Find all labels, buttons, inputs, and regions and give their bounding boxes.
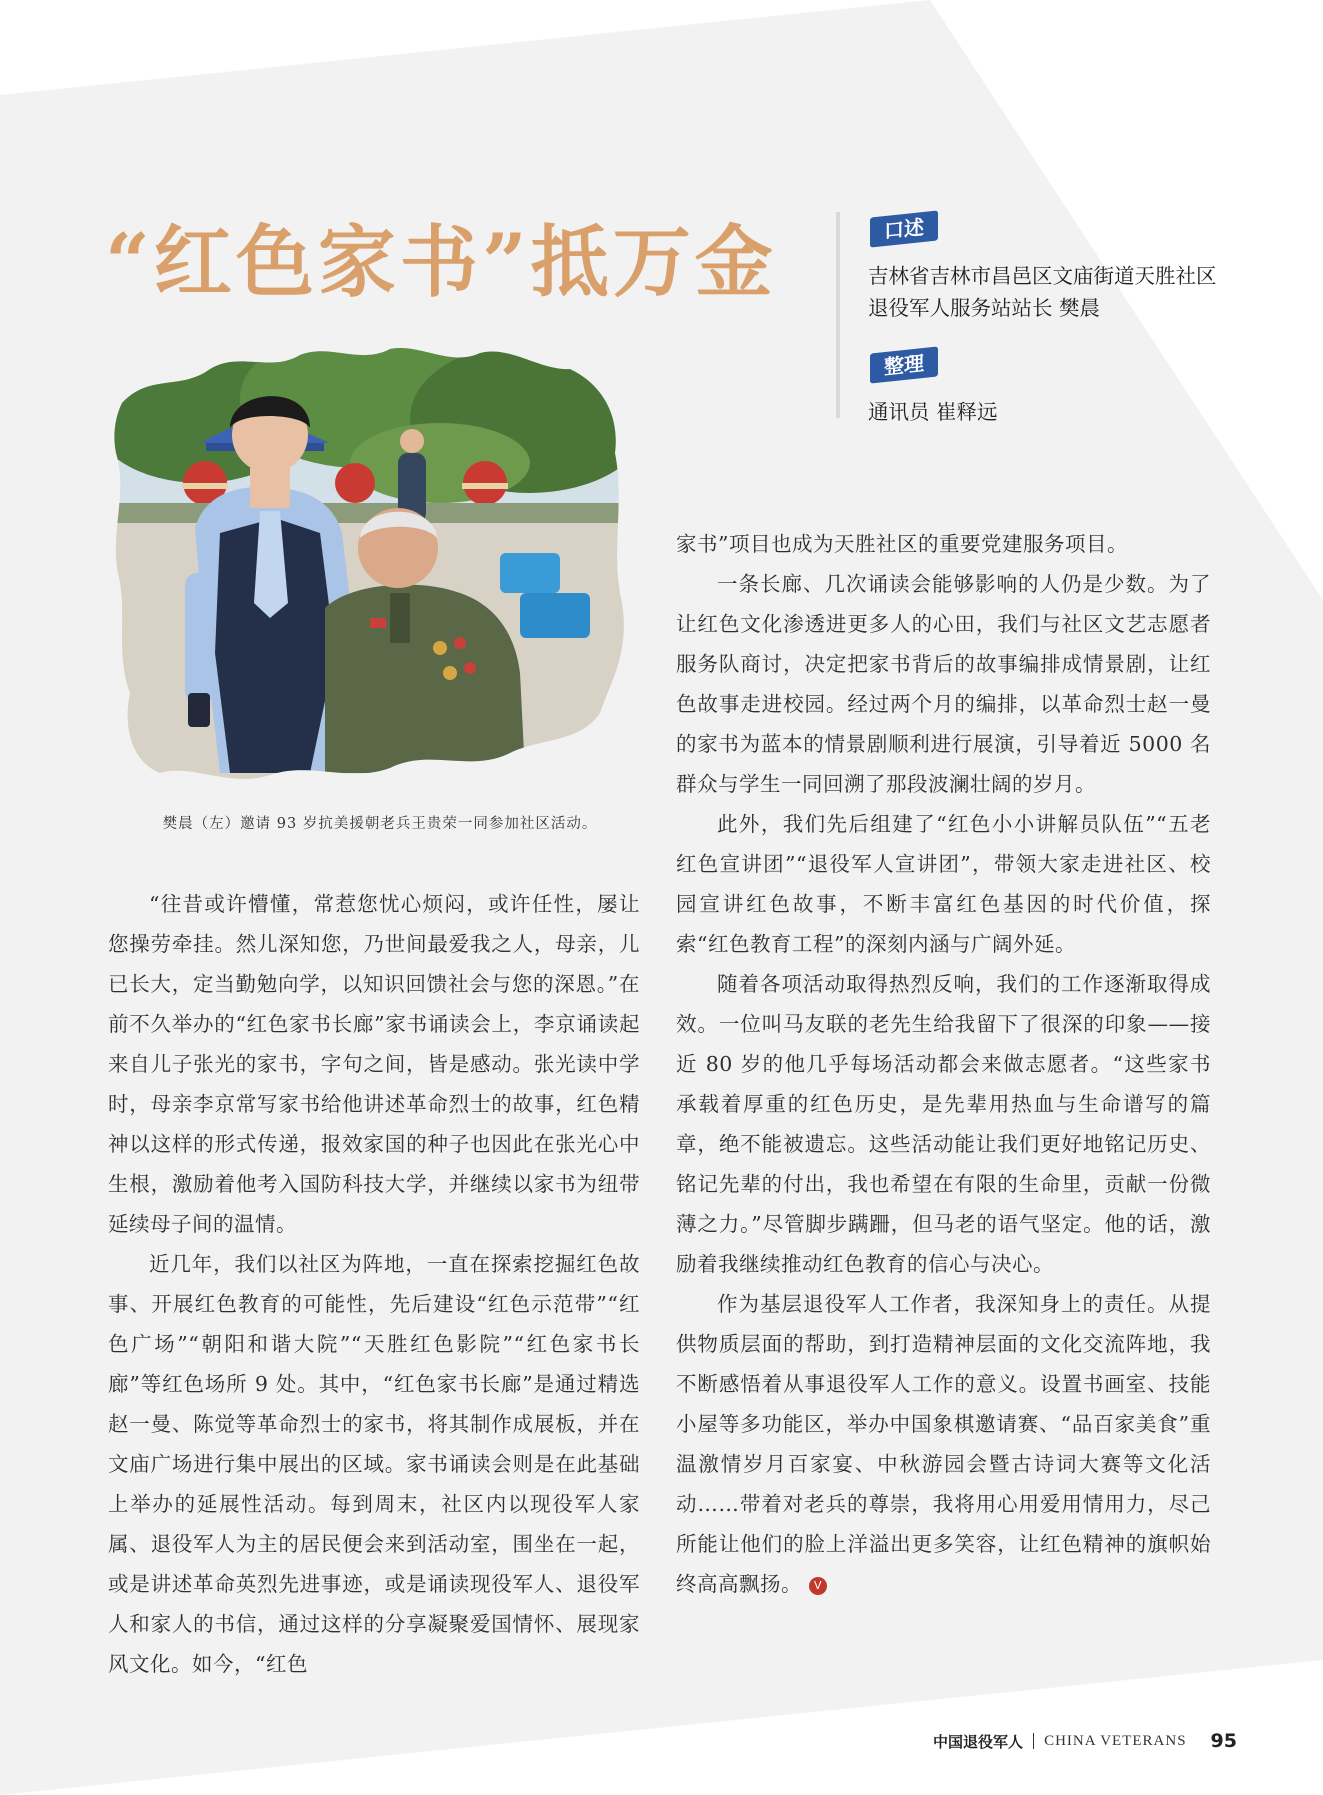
footer-divider: [1033, 1733, 1034, 1749]
end-mark-icon: V: [809, 1577, 827, 1595]
page-number: 95: [1210, 1730, 1237, 1752]
paragraph: 一条长廊、几次诵读会能够影响的人仍是少数。为了让红色文化渗透进更多人的心田，我们与社区文艺志愿者服务队商讨，决定把家书背后的故事编排成情景剧，让红色故事走进校园。经过两个月的编排，以革命烈士赵一曼的家书为蓝本的情景剧顺利进行展演，引导着近 5000 名群众与学生一同回溯了那段波澜壮阔的岁月。: [676, 572, 1211, 796]
right-column: [676, 524, 1211, 1604]
editor-tag: 整理: [870, 346, 938, 383]
editor-byline: 通讯员 崔释远: [868, 400, 998, 424]
paragraph: 家书”项目也成为天胜社区的重要党建服务项目。: [676, 532, 1128, 556]
paragraph: 近几年，我们以社区为阵地，一直在探索挖掘红色故事、开展红色教育的可能性，先后建设“红色示范带”“红色广场”“朝阳和谐大院”“天胜红色影院”“红色家书长廊”等红色场所 9 处。其中，“红色家书长廊”是通过精选赵一曼、陈觉等革命烈士的家书，将其制作成展板，并在文庙广场进行集中展出的区域。家书诵读会则是在此基础上举办的延展性活动。每到周末，社区内以现役军人家属、退役军人为主的居民便会来到活动室，围坐在一起，或是讲述革命英烈先进事迹，或是诵读现役军人、退役军人和家人的书信，通过这样的分享凝聚爱国情怀、展现家风文化。如今，“红色: [108, 1252, 640, 1676]
paragraph: 随着各项活动取得热烈反响，我们的工作逐渐取得成效。一位叫马友联的老先生给我留下了很深的印象——接近 80 岁的他几乎每场活动都会来做志愿者。“这些家书承载着厚重的红色历史，是先辈用热血与生命谱写的篇章，绝不能被遗忘。这些活动能让我们更好地铭记历史、铭记先辈的付出，我也希望在有限的生命里，贡献一份微薄之力。”尽管脚步蹒跚，但马老的语气坚定。他的话，激励着我继续推动红色教育的信心与决心。: [676, 972, 1211, 1276]
article-title: “红色家书”抵万金: [105, 217, 777, 308]
paragraph-text: 作为基层退役军人工作者，我深知身上的责任。从提供物质层面的帮助，到打造精神层面的文化交流阵地，我不断感悟着从事退役军人工作的意义。设置书画室、技能小屋等多功能区，举办中国象棋邀请赛、“品百家美食”重温激情岁月百家宴、中秋游园会暨古诗词大赛等文化活动……带着对老兵的尊崇，我将用心用爱用情用力，尽己所能让他们的脸上洋溢出更多笑容，让红色精神的旗帜始终高高飘扬。: [676, 1292, 1211, 1596]
left-column: [108, 884, 640, 1684]
title-divider: [836, 212, 840, 418]
publication-name: 中国退役军人: [933, 1732, 1024, 1751]
photo-caption: 樊晨（左）邀请 93 岁抗美援朝老兵王贵荣一同参加社区活动。: [162, 816, 598, 832]
publication-name-en: CHINA VETERANS: [1044, 1732, 1187, 1749]
article-photo: [110, 343, 630, 799]
paragraph: 此外，我们先后组建了“红色小小讲解员队伍”“五老红色宣讲团”“退役军人宣讲团”，带领大家走进社区、校园宣讲红色故事，不断丰富红色基因的时代价值，探索“红色教育工程”的深刻内涵与广阔外延。: [676, 812, 1211, 956]
narrator-tag: 口述: [870, 210, 938, 247]
narrator-byline: 吉林省吉林市昌邑区文庙街道天胜社区退役军人服务站站长 樊晨: [868, 264, 1217, 320]
page-footer: [933, 1730, 1237, 1752]
paragraph-last: [676, 1284, 1211, 1604]
paragraph: “往昔或许懵懂，常惹您忧心烦闷，或许任性，屡让您操劳牵挂。然儿深知您，乃世间最爱我之人，母亲，儿已长大，定当勤勉向学，以知识回馈社会与您的深恩。”在前不久举办的“红色家书长廊”家书诵读会上，李京诵读起来自儿子张光的家书，字句之间，皆是感动。张光读中学时，母亲李京常写家书给他讲述革命烈士的故事，红色精神以这样的形式传递，报效家国的种子也因此在张光心中生根，激励着他考入国防科技大学，并继续以家书为纽带延续母子间的温情。: [108, 892, 640, 1236]
